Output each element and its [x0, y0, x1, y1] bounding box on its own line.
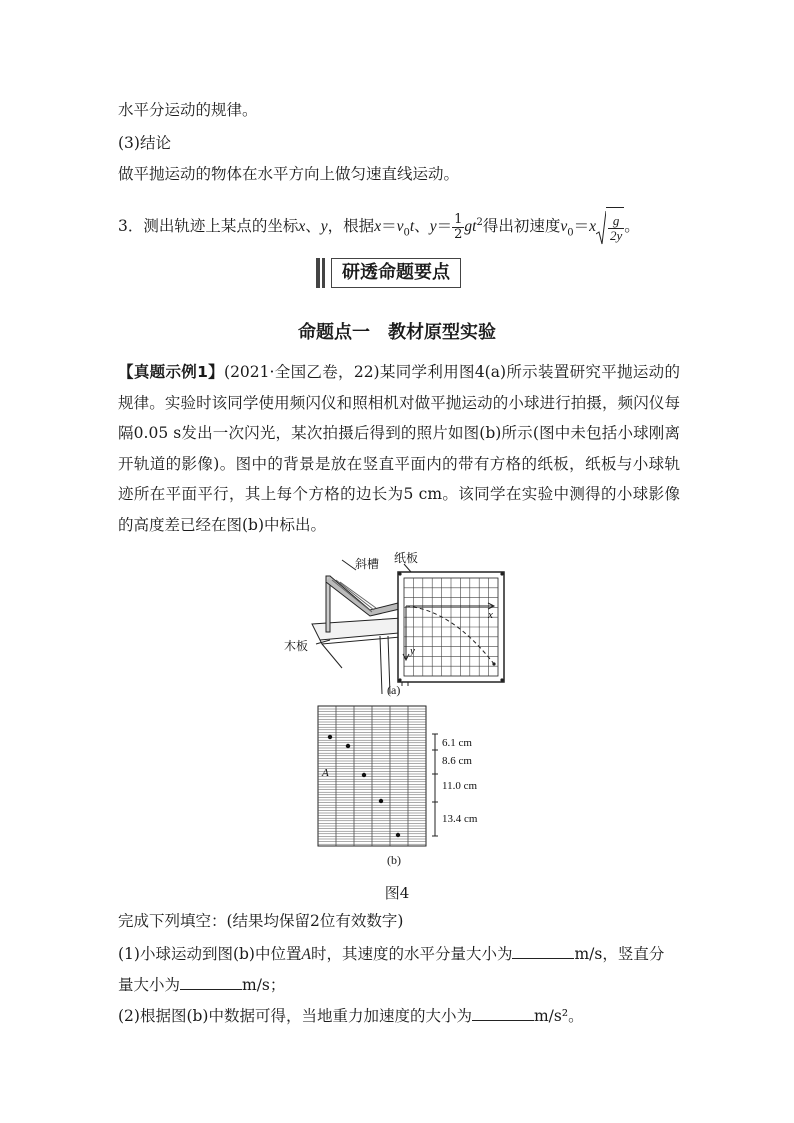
v0-sub: 0 — [567, 227, 574, 239]
figure-a — [282, 548, 512, 698]
height-2: 8.6 cm — [442, 755, 472, 767]
eq3-eq: ＝ — [573, 217, 590, 236]
example-paragraph — [118, 357, 680, 540]
task-1: (1)小球运动到图(b)中位置A时，其速度的水平分量大小为 m/s，竖直分 — [118, 945, 665, 963]
eq1-sub: 0 — [403, 227, 410, 239]
item-3-tail: 得出初速度 — [482, 217, 561, 236]
caption-b: (b) — [387, 853, 401, 867]
example-text: (2021·全国乙卷，22)某同学利用图4(a)所示装置研究平抛运动的规律。实验时该同学使用频闪仪和照相机对做平抛运动的小球进行拍摄，频闪仪每隔0.05 s发出一次闪光，某次拍摄后得到的照片如图(b)所示(图中未包括小球刚离开轨道的影像)。图中的背景是放在竖直平面内的带有方格的纸板，纸板与小球轨迹所在平面平行，其上每个方格的边长为5 cm。该同学在实验中测得的小球影像的高度差已经在图(b)中标出。 — [118, 363, 681, 534]
point-a-label: A — [322, 767, 329, 779]
label-board: 木板 — [284, 639, 309, 653]
eq2-lhs: y — [429, 218, 437, 236]
example-label: 【真题示例1】 — [118, 363, 225, 381]
label-paper: 纸板 — [394, 551, 419, 565]
banner-bar — [322, 258, 325, 288]
text-line-2: (3)结论 — [118, 134, 171, 152]
var-x: x — [298, 218, 306, 236]
banner-title: 研透命题要点 — [331, 258, 461, 288]
label-chute: 斜槽 — [355, 557, 380, 571]
v0: v — [560, 218, 568, 236]
ball-image-2 — [346, 744, 350, 748]
ball-image-1 — [328, 735, 332, 739]
task-1-cont: 量大小为 m/s； — [118, 976, 286, 994]
eq3-x: x — [589, 218, 596, 236]
radical-sign-icon — [596, 210, 606, 248]
height-markers — [432, 734, 438, 836]
eq1-eq: ＝ — [381, 217, 397, 236]
height-1: 6.1 cm — [442, 737, 472, 749]
eq1-v: v — [396, 218, 404, 236]
item-3-mid: ，根据 — [327, 217, 375, 236]
eq2-pow: 2 — [476, 217, 483, 228]
banner-bar — [316, 258, 320, 288]
text-line-1: 水平分运动的规律。 — [118, 101, 258, 119]
item-3: 3．测出轨迹上某点的坐标x、y，根据$x=v_0t$、y＝ $\frac{1}{2}$ $gt^2$得出初速度$v_0=x$ $\frac{g}{2y}$ 。 — [118, 203, 640, 243]
ball-image-3 — [362, 773, 366, 777]
answer-blank-1[interactable] — [512, 944, 574, 959]
paper-board — [398, 572, 504, 682]
eq2-eq: ＝ — [436, 217, 453, 236]
axis-x-label: x — [488, 609, 493, 621]
sqrt-g-over-2y: $\frac{g}{2y}$ — [596, 207, 624, 248]
height-3: 11.0 cm — [442, 780, 478, 792]
task-2: (2)根据图(b)中数据可得，当地重力加速度的大小为 m/s²。 — [118, 1007, 584, 1025]
section-heading: 命题点一 教材原型实验 — [298, 322, 496, 343]
eq1-t: t — [409, 218, 415, 236]
eq2-g: g — [464, 218, 473, 236]
text-line-3: 做平抛运动的物体在水平方向上做匀速直线运动。 — [118, 165, 460, 183]
sep: 、 — [305, 217, 321, 236]
caption-a: (a) — [387, 683, 401, 697]
eq2-t: t — [472, 218, 477, 236]
figure-b — [314, 704, 494, 852]
var-y: y — [320, 218, 328, 236]
ball-image-5 — [396, 833, 400, 837]
ball-image-4 — [379, 799, 383, 803]
eq1-lhs: x — [374, 218, 382, 236]
answer-blank-2[interactable] — [180, 975, 242, 990]
task-intro: 完成下列填空：(结果均保留2位有效数字) — [118, 912, 404, 930]
figure-title: 图4 — [384, 884, 410, 902]
item-3-prefix: 3．测出轨迹上某点的坐标 — [118, 217, 299, 236]
axis-y-label: y — [410, 645, 415, 657]
answer-blank-3[interactable] — [472, 1006, 534, 1021]
section-banner — [316, 258, 461, 288]
fraction-half: $\frac{1}{2}$ — [454, 211, 463, 242]
height-4: 13.4 cm — [442, 813, 478, 825]
item-3-end: 。 — [624, 217, 640, 236]
